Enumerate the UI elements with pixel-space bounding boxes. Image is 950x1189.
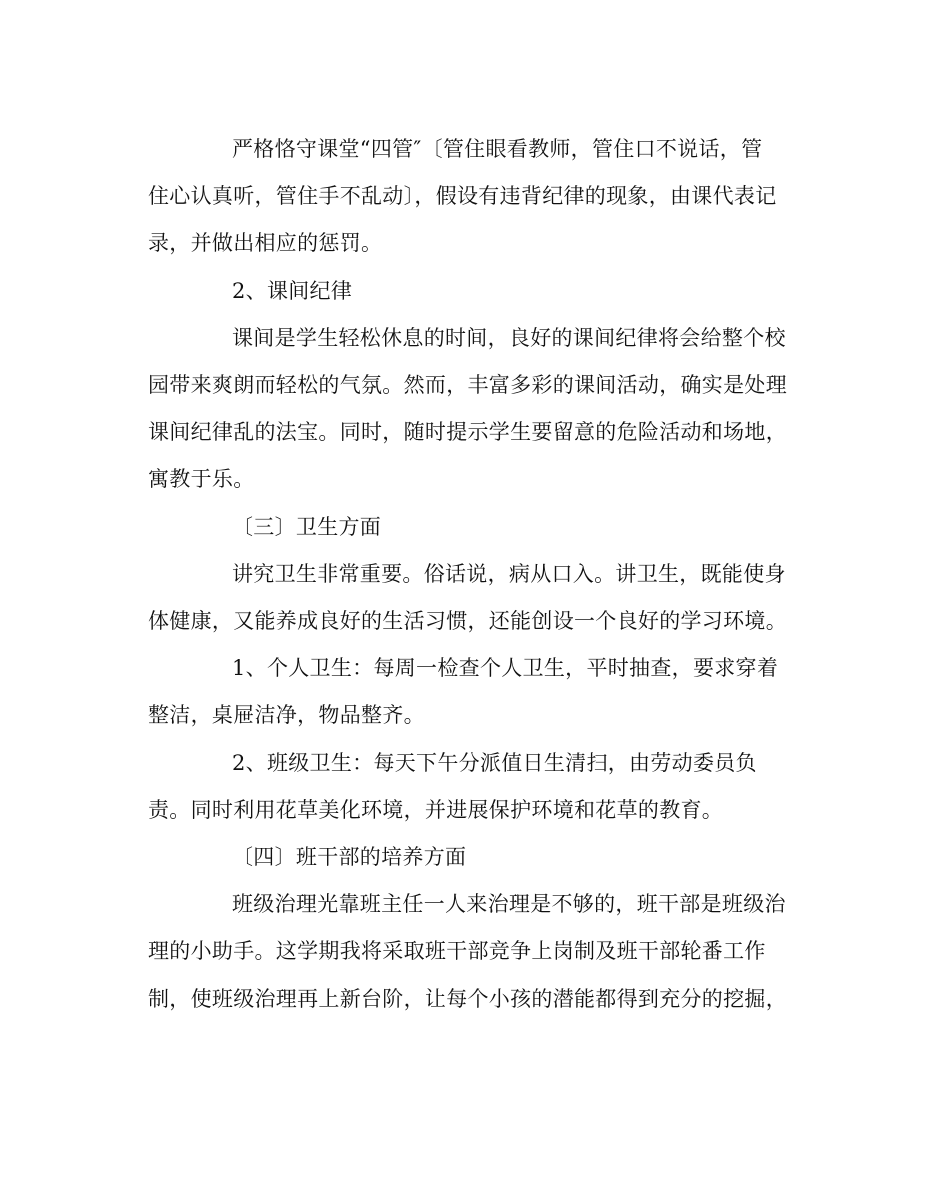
text-line: 课间是学生轻松休息的时间，良好的课间纪律将会给整个校 xyxy=(232,325,786,350)
text-line: 〔四〕班干部的培养方面 xyxy=(232,845,467,870)
text-line: 2、班级卫生：每天下午分派值日生清扫，由劳动委员负 xyxy=(232,750,757,775)
section-heading xyxy=(148,504,803,551)
text-line: 课间纪律乱的法宝。同时，随时提示学生要留意的危险活动和场地， xyxy=(148,420,787,445)
paragraph xyxy=(148,740,803,834)
text-line: 〔三〕卫生方面 xyxy=(232,514,382,539)
text-line: 制，使班级治理再上新台阶，让每个小孩的潜能都得到充分的挖掘， xyxy=(148,986,787,1011)
text-line: 住心认真听，管住手不乱动〕，假设有违背纪律的现象，由课代表记 xyxy=(148,184,777,209)
text-line: 寓教于乐。 xyxy=(148,467,255,492)
paragraph xyxy=(148,126,803,268)
text-line: 班级治理光靠班主任一人来治理是不够的，班干部是班级治 xyxy=(232,892,786,917)
text-line: 严格恪守课堂“四管″〔管住眼看教师，管住口不说话，管 xyxy=(232,137,763,161)
paragraph xyxy=(148,551,803,645)
text-line: 理的小助手。这学期我将采取班干部竞争上岗制及班干部轮番工作 xyxy=(148,939,766,964)
paragraph xyxy=(148,315,803,504)
document-body xyxy=(148,126,803,1023)
text-line: 讲究卫生非常重要。俗话说，病从口入。讲卫生，既能使身 xyxy=(232,561,786,586)
text-line: 责。同时利用花草美化环境，并进展保护环境和花草的教育。 xyxy=(148,797,724,822)
text-line: 体健康，又能养成良好的生活习惯，还能创设一个良好的学习环境。 xyxy=(148,609,787,634)
text-line: 园带来爽朗而轻松的气氛。然而，丰富多彩的课间活动，确实是处理 xyxy=(148,373,787,398)
section-heading xyxy=(148,834,803,881)
text-line: 1、个人卫生：每周一检查个人卫生，平时抽查，要求穿着 xyxy=(232,656,779,681)
text-line: 录，并做出相应的惩罚。 xyxy=(148,231,383,256)
text-line: 2、课间纪律 xyxy=(232,278,353,303)
paragraph xyxy=(148,645,803,739)
text-line: 整洁，桌屉洁净，物品整齐。 xyxy=(148,703,425,728)
paragraph xyxy=(148,881,803,1023)
section-heading xyxy=(148,268,803,315)
